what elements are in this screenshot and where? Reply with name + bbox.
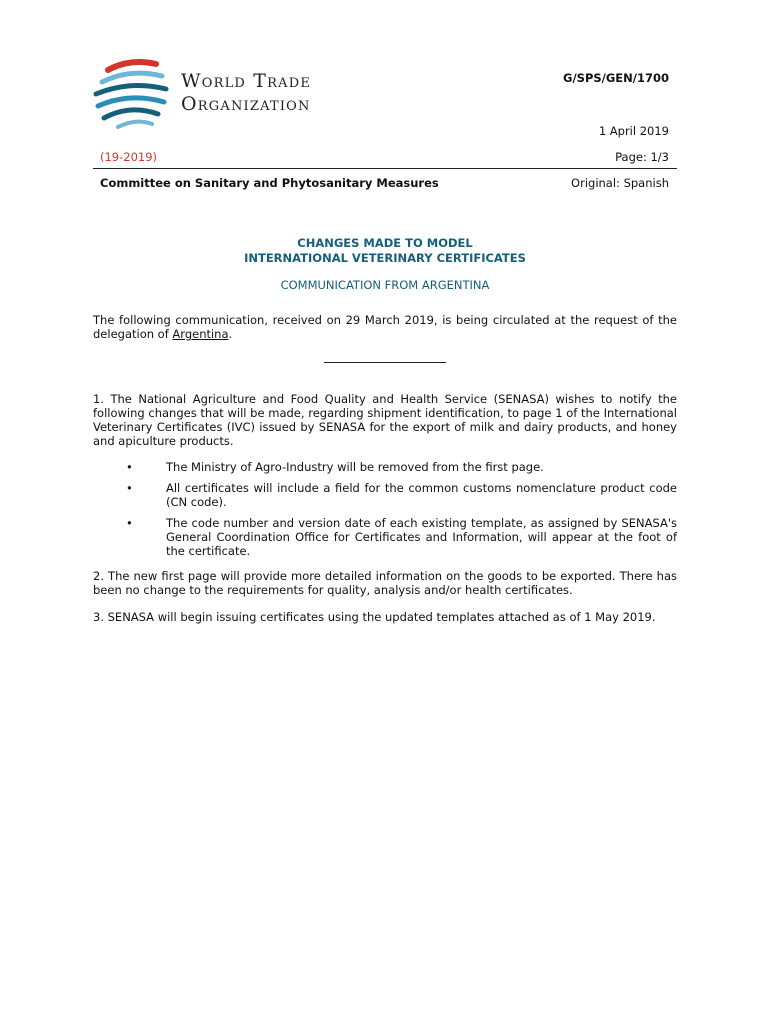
committee-name: Committee on Sanitary and Phytosanitary Measures <box>100 176 439 190</box>
document-subtitle: COMMUNICATION FROM ARGENTINA <box>280 278 490 292</box>
wto-logo-icon <box>90 56 174 132</box>
list-item <box>126 516 677 558</box>
page-number: Page: 1/3 <box>615 150 669 164</box>
bullet-icon: • <box>126 481 133 495</box>
paragraph-2: 2. The new first page will provide more detailed information on the goods to be exported. There has been no change to the requirements for quality, analysis and/or health certificates. <box>93 569 677 597</box>
list-item-text: The Ministry of Agro-Industry will be removed from the first page. <box>166 460 544 474</box>
organization-name-line1: World Trade <box>181 70 312 92</box>
document-title <box>93 236 677 266</box>
intro-end: . <box>228 327 233 341</box>
list-item-text: All certificates will include a field for the common customs nomenclature product code (CN code). <box>166 481 677 509</box>
intro-text: The following communication, received on 29 March 2019, is being circulated at the request of the delegation of <box>93 313 677 341</box>
list-item <box>126 481 677 509</box>
title-line2: INTERNATIONAL VETERINARY CERTIFICATES <box>244 251 526 265</box>
intro-link-argentina[interactable]: Argentina <box>172 327 229 341</box>
document-number: (19-2019) <box>100 150 158 164</box>
bullet-icon: • <box>126 460 133 474</box>
list-item <box>126 460 677 474</box>
section-divider <box>324 362 446 363</box>
changes-list <box>126 460 677 565</box>
title-line1: CHANGES MADE TO MODEL <box>297 236 473 250</box>
paragraph-1: 1. The National Agriculture and Food Quality and Health Service (SENASA) wishes to notify the following changes that will be made, regarding shipment identification, to page 1 of the International Veterinary Certificates (IVC) issued by SENASA for the export of milk and dairy products, and honey and apiculture products. <box>93 392 677 448</box>
list-item-text: The code number and version date of each existing template, as assigned by SENASA's General Coordination Office for Certificates and Information, will appear at the foot of the certificate. <box>166 516 677 558</box>
bullet-icon: • <box>126 516 133 530</box>
document-date: 1 April 2019 <box>598 124 669 138</box>
organization-name-line2: Organization <box>181 93 311 115</box>
document-symbol: G/SPS/GEN/1700 <box>563 71 669 85</box>
header-divider <box>93 168 677 169</box>
intro-paragraph <box>93 313 677 341</box>
paragraph-3: 3. SENASA will begin issuing certificates using the updated templates attached as of 1 May 2019. <box>93 610 656 624</box>
organization-name <box>181 70 311 116</box>
original-language: Original: Spanish <box>571 176 669 190</box>
